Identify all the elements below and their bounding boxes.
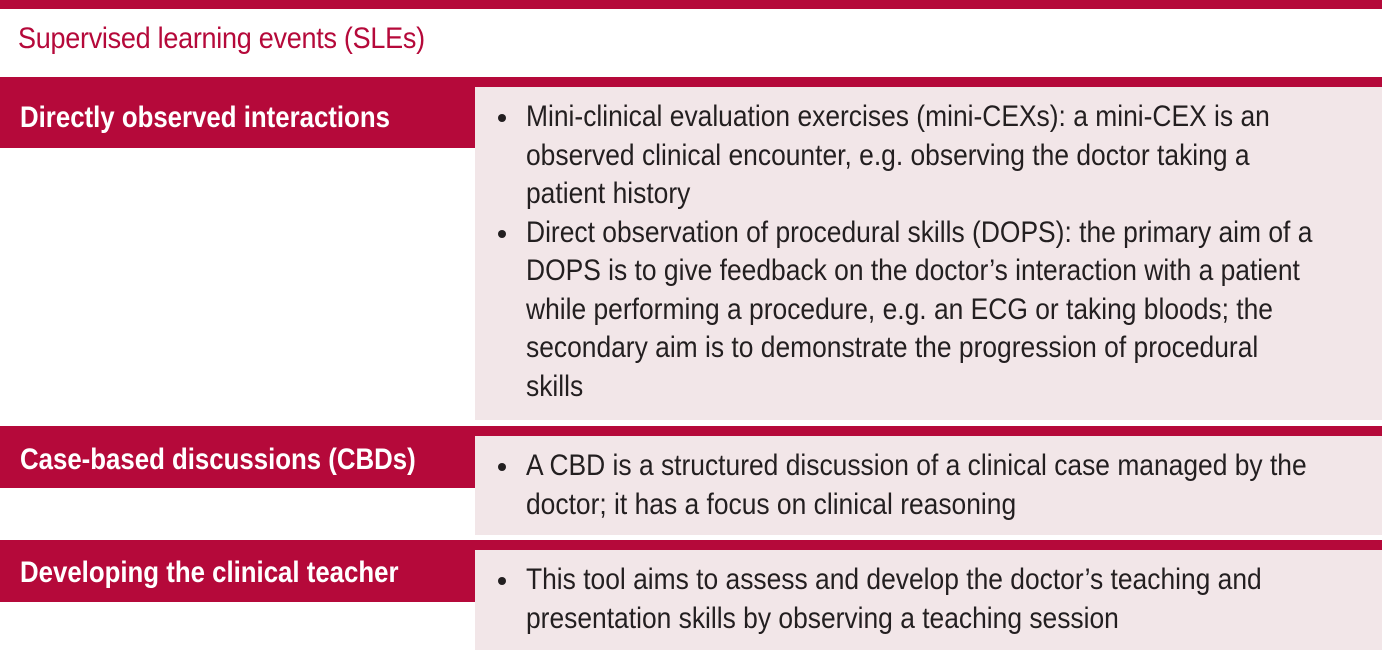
row-rule	[0, 426, 1382, 436]
table-title: Supervised learning events (SLEs)	[18, 22, 425, 55]
bullet-icon	[498, 230, 506, 238]
list-item	[495, 214, 1362, 407]
text-line: DOPS is to give feedback on the doctor’s interaction with a patient	[526, 254, 1300, 287]
text-line: observed clinical encounter, e.g. observing the doctor taking a	[526, 138, 1250, 172]
bullet-list	[495, 447, 1362, 524]
text-line: doctor; it has a focus on clinical reasoning	[526, 487, 1017, 521]
row-description	[475, 550, 1382, 650]
bullet-list	[495, 561, 1362, 638]
row-label-box	[0, 436, 475, 488]
text-line: presentation skills by observing a teaching session	[526, 601, 1119, 635]
text-line: A CBD is a structured discussion of a clinical case managed by the	[526, 449, 1307, 482]
text-line: while performing a procedure, e.g. an ECG or taking bloods; the	[526, 292, 1273, 326]
text-line: Mini-clinical evaluation exercises (mini-CEXs): a mini-CEX is an	[526, 100, 1270, 133]
bullet-icon	[498, 463, 506, 471]
text-line: Direct observation of procedural skills (DOPS): the primary aim of a	[526, 215, 1313, 249]
bullet-list	[495, 98, 1362, 406]
top-rule	[0, 0, 1382, 9]
row-description	[475, 436, 1382, 535]
row-rule	[0, 540, 1382, 550]
row-label: Case-based discussions (CBDs)	[20, 443, 416, 476]
row-label-box	[0, 87, 475, 148]
bullet-icon	[498, 114, 506, 122]
text-line: patient history	[526, 177, 691, 210]
bullet-icon	[498, 577, 506, 585]
text-line: skills	[526, 369, 584, 403]
row-rule	[0, 77, 1382, 87]
row-label: Directly observed interactions	[20, 101, 390, 134]
list-item	[495, 447, 1362, 524]
row-label-box	[0, 550, 475, 602]
row-description	[475, 87, 1382, 420]
list-item	[495, 561, 1362, 638]
row-label: Developing the clinical teacher	[20, 556, 399, 589]
text-line: secondary aim is to demonstrate the progression of procedural	[526, 331, 1259, 364]
list-item	[495, 98, 1362, 214]
text-line: This tool aims to assess and develop the doctor’s teaching and	[526, 563, 1262, 596]
